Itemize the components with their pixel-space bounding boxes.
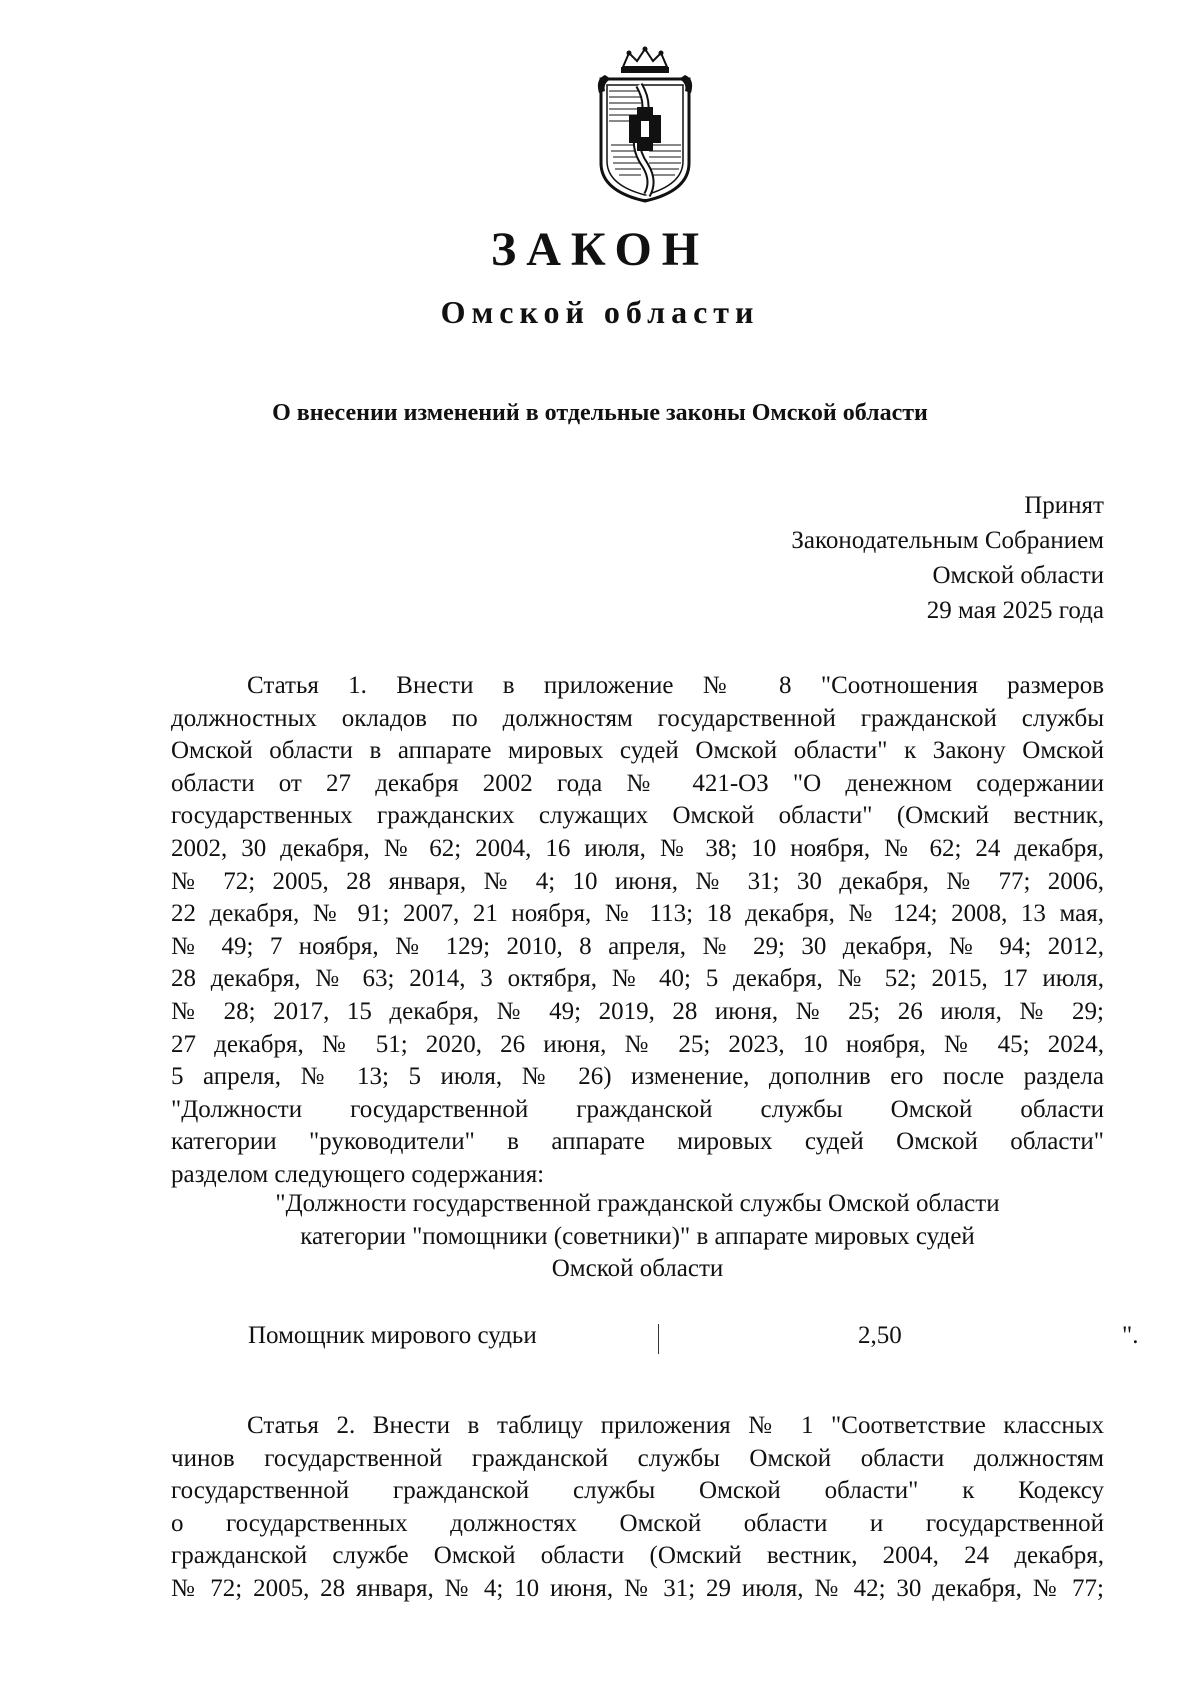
article-2-line: Статья 2. Внести в таблицу приложения № 1 "Соответствие классных bbox=[247, 1412, 1104, 1439]
new-section-title-line: категории "помощники (советники)" в аппарате мировых судей bbox=[300, 1222, 975, 1250]
new-section-title-line: Омской области bbox=[551, 1255, 724, 1283]
adoption-line: Законодательным Собранием bbox=[791, 527, 1104, 554]
article-1 bbox=[171, 670, 1104, 1192]
omsk-oblast-coat-of-arms-icon bbox=[585, 45, 705, 205]
document-title: ЗАКОН bbox=[490, 223, 710, 276]
document-subtitle: Омской области bbox=[440, 294, 760, 330]
article-1-line: № 28; 2017, 15 декабря, № 49; 2019, 28 июня, № 25; 26 июля, № 29; bbox=[171, 997, 1104, 1025]
law-name-heading: О внесении изменений в отдельные законы Омской области bbox=[272, 400, 928, 426]
new-section-title bbox=[171, 1188, 1104, 1286]
article-2-line: № 72; 2005, 28 января, № 4; 10 июня, № 31; 29 июля, № 42; 30 декабря, № 77; bbox=[171, 1574, 1104, 1602]
salary-coefficient: 2,50 bbox=[858, 1322, 902, 1349]
article-2-line: о государственных должностях Омской области и государственной bbox=[171, 1509, 1104, 1537]
article-1-line: 22 декабря, № 91; 2007, 21 ноября, № 113; 18 декабря, № 124; 2008, 13 мая, bbox=[171, 900, 1104, 928]
position-name: Помощник мирового судьи bbox=[248, 1322, 537, 1349]
article-1-line: 27 декабря, № 51; 2020, 26 июня, № 25; 2023, 10 ноября, № 45; 2024, bbox=[171, 1030, 1104, 1058]
column-divider bbox=[658, 1324, 659, 1354]
article-2-line: гражданской службе Омской области (Омский вестник, 2004, 24 декабря, bbox=[171, 1542, 1104, 1570]
article-1-line: Омской области в аппарате мировых судей Омской области" к Закону Омской bbox=[171, 737, 1104, 765]
article-1-line: "Должности государственной гражданской службы Омской области bbox=[171, 1095, 1104, 1123]
article-1-line: № 72; 2005, 28 января, № 4; 10 июня, № 31; 30 декабря, № 77; 2006, bbox=[171, 867, 1104, 895]
adoption-line: Омской области bbox=[932, 562, 1104, 589]
article-1-line: должностных окладов по должностям государственной гражданской службы bbox=[171, 704, 1104, 732]
article-2-line: чинов государственной гражданской службы Омской области должностям bbox=[171, 1444, 1104, 1472]
closing-quote: ". bbox=[1122, 1322, 1139, 1349]
article-1-line: 5 апреля, № 13; 5 июля, № 26) изменение, дополнив его после раздела bbox=[171, 1063, 1104, 1091]
article-1-line: Статья 1. Внести в приложение № 8 "Соотношения размеров bbox=[247, 672, 1104, 699]
article-1-line: 28 декабря, № 63; 2014, 3 октября, № 40; 5 декабря, № 52; 2015, 17 июля, bbox=[171, 965, 1104, 993]
table-row bbox=[0, 1322, 1200, 1358]
article-1-line: области от 27 декабря 2002 года № 421-ОЗ "О денежном содержании bbox=[171, 769, 1104, 797]
article-1-line: разделом следующего содержания: bbox=[171, 1160, 545, 1188]
new-section-title-line: "Должности государственной гражданской службы Омской области bbox=[275, 1190, 1000, 1217]
article-1-line: категории "руководители" в аппарате мировых судей Омской области" bbox=[171, 1128, 1104, 1156]
article-1-line: № 49; 7 ноября, № 129; 2010, 8 апреля, № 29; 30 декабря, № 94; 2012, bbox=[171, 932, 1104, 960]
article-2 bbox=[171, 1410, 1104, 1606]
adoption-date: 29 мая 2025 года bbox=[926, 597, 1104, 624]
article-1-line: государственных гражданских служащих Омской области" (Омский вестник, bbox=[171, 802, 1104, 830]
article-2-line: государственной гражданской службы Омской области" к Кодексу bbox=[171, 1477, 1104, 1505]
adoption-line: Принят bbox=[1024, 492, 1104, 519]
adoption-block bbox=[604, 488, 1104, 628]
article-1-line: 2002, 30 декабря, № 62; 2004, 16 июля, № 38; 10 ноября, № 62; 24 декабря, bbox=[171, 834, 1104, 862]
